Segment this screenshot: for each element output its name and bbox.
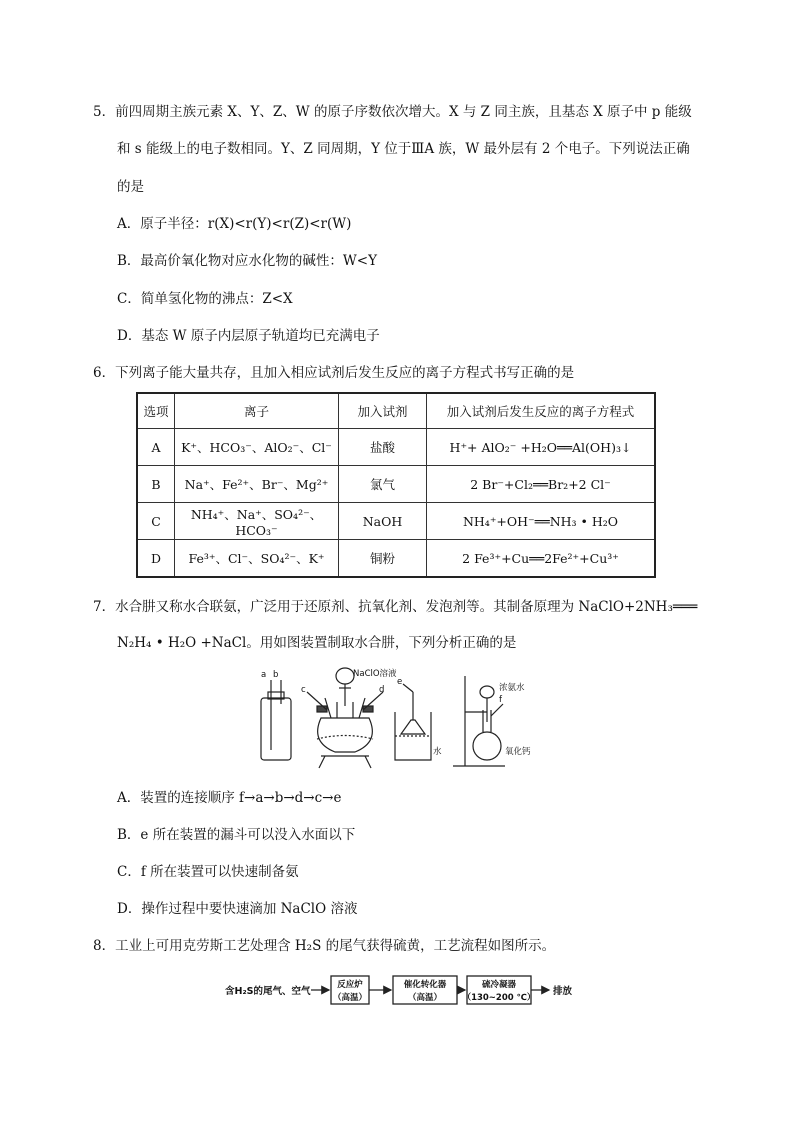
q5-option-b: B．最高价氧化物对应水化物的碱性：W<Y bbox=[117, 253, 378, 269]
reactor-label: 反应炉 bbox=[337, 980, 363, 990]
label-water: 水 bbox=[433, 747, 442, 757]
row-ions: K⁺、HCO₃⁻、AlO₂⁻、Cl⁻ bbox=[175, 429, 339, 466]
ion-table bbox=[136, 392, 656, 578]
q5-stem-line3: 的是 bbox=[117, 179, 144, 195]
row-reagent: 铜粉 bbox=[339, 540, 427, 578]
header-reagent: 加入试剂 bbox=[339, 393, 427, 429]
q7-option-b: B．e 所在装置的漏斗可以没入水面以下 bbox=[117, 827, 356, 843]
reactor-condition: （高温） bbox=[332, 993, 368, 1003]
q5-option-c: C．简单氢化物的沸点：Z<X bbox=[117, 291, 293, 307]
wash-bottle bbox=[261, 698, 291, 760]
round-flask bbox=[473, 732, 501, 760]
apparatus-figure bbox=[255, 662, 545, 772]
flow-input: 含H₂S的尾气、空气 bbox=[225, 986, 311, 997]
row-equation: H⁺+ AlO₂⁻ +H₂O══Al(OH)₃↓ bbox=[427, 429, 656, 466]
header-option: 选项 bbox=[137, 393, 175, 429]
row-reagent: NaOH bbox=[339, 503, 427, 540]
condenser-label: 硫冷凝器 bbox=[481, 980, 517, 990]
q5-option-d: D．基态 W 原子内层原子轨道均已充满电子 bbox=[117, 328, 380, 344]
table-row bbox=[137, 466, 655, 503]
row-reagent: 氯气 bbox=[339, 466, 427, 503]
condenser-condition: （130~200 ℃） bbox=[462, 993, 536, 1003]
q7-stem-line1: 7．水合肼又称水合联氨，广泛用于还原剂、抗氧化剂、发泡剂等。其制备原理为 NaClO+2NH₃═══ bbox=[93, 599, 698, 615]
q7-option-d: D．操作过程中要快速滴加 NaClO 溶液 bbox=[117, 901, 358, 917]
converter-label: 催化转化器 bbox=[403, 980, 447, 990]
row-equation: NH₄⁺+OH⁻══NH₃ • H₂O bbox=[427, 503, 656, 540]
table-row bbox=[137, 503, 655, 540]
table-header-row bbox=[137, 393, 655, 429]
table-row bbox=[137, 429, 655, 466]
q5-stem-line1: 5．前四周期主族元素 X、Y、Z、W 的原子序数依次增大。X 与 Z 同主族，且基态 X 原子中 p 能级 bbox=[93, 104, 692, 120]
label-b: b bbox=[273, 670, 279, 680]
label-e: e bbox=[397, 677, 403, 687]
row-equation: 2 Fe³⁺+Cu══2Fe²⁺+Cu³⁺ bbox=[427, 540, 656, 578]
label-ammonia: 浓氨水 bbox=[499, 683, 525, 693]
table-row bbox=[137, 540, 655, 578]
header-ions: 离子 bbox=[175, 393, 339, 429]
row-option: B bbox=[137, 466, 175, 503]
label-c: c bbox=[301, 685, 306, 695]
q7-option-c: C．f 所在装置可以快速制备氨 bbox=[117, 864, 299, 880]
row-reagent: 盐酸 bbox=[339, 429, 427, 466]
process-flow-diagram bbox=[225, 972, 585, 1012]
q5-stem-line2: 和 s 能级上的电子数相同。Y、Z 同周期，Y 位于ⅢA 族，W 最外层有 2 个电子。下列说法正确 bbox=[117, 141, 690, 157]
q7-stem-line2: N₂H₄ • H₂O +NaCl。用如图装置制取水合肼，下列分析正确的是 bbox=[117, 635, 517, 651]
separatory-funnel bbox=[336, 668, 354, 684]
header-equation: 加入试剂后发生反应的离子方程式 bbox=[427, 393, 656, 429]
label-d: d bbox=[379, 685, 385, 695]
label-cao: 氧化钙 bbox=[505, 747, 531, 757]
row-ions: Na⁺、Fe²⁺、Br⁻、Mg²⁺ bbox=[175, 466, 339, 503]
row-option: C bbox=[137, 503, 175, 540]
row-option: D bbox=[137, 540, 175, 578]
q8-stem: 8．工业上可用克劳斯工艺处理含 H₂S 的尾气获得硫黄，工艺流程如图所示。 bbox=[93, 938, 556, 954]
q7-option-a: A．装置的连接顺序 f→a→b→d→c→e bbox=[117, 790, 342, 806]
label-a: a bbox=[261, 670, 267, 680]
converter-condition: （高温） bbox=[407, 993, 443, 1003]
inverted-funnel bbox=[401, 720, 425, 734]
row-option: A bbox=[137, 429, 175, 466]
q6-stem: 6．下列离子能大量共存，且加入相应试剂后发生反应的离子方程式书写正确的是 bbox=[93, 365, 575, 381]
label-f: f bbox=[499, 695, 502, 705]
label-naclo: NaClO溶液 bbox=[353, 669, 397, 679]
row-equation: 2 Br⁻+Cl₂══Br₂+2 Cl⁻ bbox=[427, 466, 656, 503]
row-ions: Fe³⁺、Cl⁻、SO₄²⁻、K⁺ bbox=[175, 540, 339, 578]
q5-option-a: A．原子半径：r(X)<r(Y)<r(Z)<r(W) bbox=[117, 216, 352, 232]
row-ions: NH₄⁺、Na⁺、SO₄²⁻、HCO₃⁻ bbox=[175, 503, 339, 540]
flow-output: 排放 bbox=[553, 986, 573, 997]
